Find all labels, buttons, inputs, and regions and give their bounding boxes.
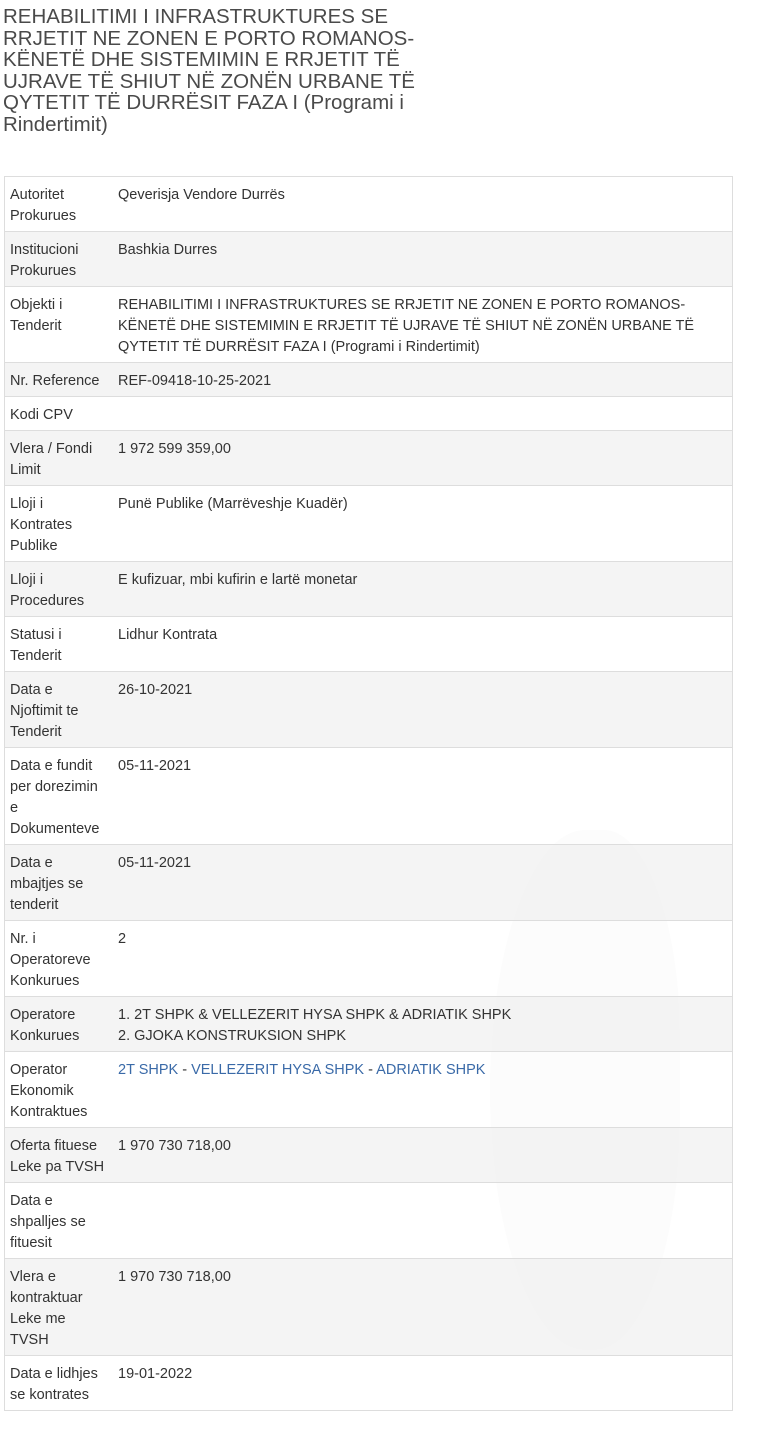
row-label: Vlera e kontraktuar Leke me TVSH [5,1259,112,1356]
row-label: Objekti i Tenderit [5,287,112,363]
row-label: Lloji i Procedures [5,562,112,617]
row-value: 1 970 730 718,00 [111,1128,733,1183]
table-row [5,1356,733,1411]
row-label: Data e fundit per dorezimin e Dokumenteve [5,748,112,845]
row-label: Operator Ekonomik Kontraktues [5,1052,112,1128]
row-value: 1 970 730 718,00 [111,1259,733,1356]
list-item: 2. GJOKA KONSTRUKSION SHPK [118,1028,347,1044]
contractor-links [111,1052,733,1128]
row-label: Data e Njoftimit te Tenderit [5,672,112,748]
row-label: Institucioni Prokurues [5,232,112,287]
table-row [5,363,733,397]
row-label: Autoritet Prokurues [5,177,112,232]
link-separator: - [364,1062,377,1078]
table-row [5,1259,733,1356]
row-value [111,397,733,431]
row-label: Nr. i Operatoreve Konkurues [5,921,112,997]
link-separator: - [178,1062,192,1078]
row-label: Data e mbajtjes se tenderit [5,845,112,921]
table-row [5,486,733,562]
row-value: Qeverisja Vendore Durrës [111,177,733,232]
table-row [5,617,733,672]
row-label: Oferta fituese Leke pa TVSH [5,1128,112,1183]
row-label: Nr. Reference [5,363,112,397]
row-value: 26-10-2021 [111,672,733,748]
table-row [5,287,733,363]
operator-link-adriatik-shpk[interactable]: ADRIATIK SHPK [376,1062,486,1078]
row-value: REF-09418-10-25-2021 [111,363,733,397]
operator-link-vellezerit-hysa[interactable]: VELLEZERIT HYSA SHPK [191,1062,365,1078]
row-label: Operatore Konkurues [5,997,112,1052]
table-row [5,845,733,921]
row-label: Statusi i Tenderit [5,617,112,672]
row-value: 05-11-2021 [111,748,733,845]
row-value [111,1183,733,1259]
table-row [5,1128,733,1183]
row-value: 19-01-2022 [111,1356,733,1411]
row-value: Bashkia Durres [111,232,733,287]
row-value: Lidhur Kontrata [111,617,733,672]
row-value: 1 972 599 359,00 [111,431,733,486]
list-item: 1. 2T SHPK & VELLEZERIT HYSA SHPK & ADRIATIK SHPK [118,1007,512,1023]
page-title: REHABILITIMI I INFRASTRUKTURES SE RRJETIT NE ZONEN E PORTO ROMANOS-KËNETË DHE SISTEMIMIN E RRJETIT TË UJRAVE TË SHIUT NË ZONËN URBANE TË QYTETIT TË DURRËSIT FAZA I (Programi i Rindertimit) [3,5,415,136]
table-row [5,672,733,748]
row-label: Data e lidhjes se kontrates [5,1356,112,1411]
row-label: Kodi CPV [5,397,112,431]
table-row [5,748,733,845]
row-value: E kufizuar, mbi kufirin e lartë monetar [111,562,733,617]
tender-details-table [4,176,733,1411]
operator-link-2t-shpk[interactable]: 2T SHPK [118,1062,179,1078]
row-value: Punë Publike (Marrëveshje Kuadër) [111,486,733,562]
table-row [5,431,733,486]
row-label: Data e shpalljes se fituesit [5,1183,112,1259]
row-label: Vlera / Fondi Limit [5,431,112,486]
row-value: 2 [111,921,733,997]
table-row [5,1183,733,1259]
row-value: 05-11-2021 [111,845,733,921]
table-row [5,177,733,232]
table-row [5,562,733,617]
competing-operators-list [111,997,733,1052]
row-value: REHABILITIMI I INFRASTRUKTURES SE RRJETIT NE ZONEN E PORTO ROMANOS-KËNETË DHE SISTEMIMIN E RRJETIT TË UJRAVE TË SHIUT NË ZONËN URBANE TË QYTETIT TË DURRËSIT FAZA I (Programi i Rindertimit) [111,287,733,363]
table-row [5,397,733,431]
table-row [5,997,733,1052]
table-row [5,1052,733,1128]
row-label: Lloji i Kontrates Publike [5,486,112,562]
table-row [5,232,733,287]
table-row [5,921,733,997]
